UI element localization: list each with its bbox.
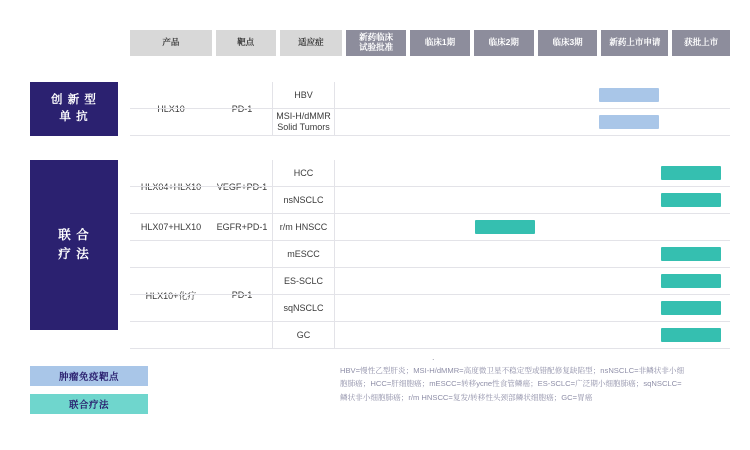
footnote-line-1: HBV=慢性乙型肝炎；MSI-H/dMMR=高度微卫星不稳定型或错配修复缺陷型；nsNSCLC=非鳞状非小细	[340, 366, 685, 375]
chart-legend	[30, 366, 148, 422]
stage-header-product: 产品	[130, 30, 212, 56]
bars-layer	[335, 214, 730, 240]
stage-header-ind-approval: 新药临床 试验批准	[346, 30, 406, 56]
cell-target-spacer	[212, 109, 272, 135]
legend-item-immuno: 肿瘤免疫靶点	[30, 366, 148, 386]
row-label-essclc	[130, 268, 335, 294]
table-row	[130, 214, 730, 241]
grid-combo	[130, 160, 730, 340]
stage-header-approved: 获批上市	[672, 30, 730, 56]
category-label-combo: 联 合 疗 法	[58, 228, 90, 261]
bars-layer	[335, 241, 730, 267]
row-label-sqnsclc	[130, 295, 335, 321]
footnote-block	[340, 364, 735, 404]
stage-header-bar	[130, 30, 730, 56]
bar-gc	[661, 328, 721, 342]
bars-layer	[335, 322, 730, 348]
cell-indication-gc: GC	[272, 322, 335, 348]
row-label-mescc	[130, 241, 335, 267]
grid-innovative	[130, 82, 730, 136]
stage-header-indication: 适应症	[280, 30, 343, 56]
category-block-combo	[30, 160, 118, 330]
bar-hcc	[661, 166, 721, 180]
bar-mescc	[661, 247, 721, 261]
cell-target-spacer	[212, 295, 272, 321]
table-row	[130, 160, 730, 187]
cell-indication-hbv: HBV	[272, 82, 335, 108]
bars-layer	[335, 109, 730, 135]
cell-product-hlx07: HLX07+HLX10	[140, 221, 202, 232]
row-label-gc	[130, 322, 335, 348]
table-row	[130, 187, 730, 214]
table-row	[130, 268, 730, 295]
table-row	[130, 241, 730, 268]
stage-header-phase2: 临床2期	[474, 30, 534, 56]
bars-layer	[335, 268, 730, 294]
bar-hbv	[599, 88, 659, 102]
cell-indication-hnscc: r/m HNSCC	[272, 214, 335, 240]
cell-target-egfr-pd1: EGFR+PD-1	[216, 221, 268, 232]
cell-target-spacer	[212, 160, 272, 186]
cell-target-spacer	[212, 82, 272, 108]
bars-layer	[335, 160, 730, 186]
cell-target-spacer	[212, 268, 272, 294]
row-label-hbv	[130, 82, 335, 108]
cell-product-spacer	[130, 82, 212, 108]
stage-header-target: 靶点	[216, 30, 276, 56]
cell-target-spacer	[212, 187, 272, 213]
cell-target-pd1: PD-1	[231, 104, 253, 114]
bar-essclc	[661, 274, 721, 288]
table-row	[130, 295, 730, 322]
cell-indication-hcc: HCC	[272, 160, 335, 186]
dot-marker: .	[432, 352, 435, 362]
cell-indication-essclc: ES-SCLC	[272, 268, 335, 294]
cell-product-spacer	[130, 160, 212, 186]
cell-product-hlx04: HLX04+HLX10	[140, 182, 202, 192]
cell-indication-mescc: mESCC	[272, 241, 335, 267]
cell-product-hlx10-chemo: HLX10+化疗	[145, 290, 197, 301]
stage-header-phase3: 临床3期	[538, 30, 598, 56]
cell-indication-msi: MSI-H/dMMR Solid Tumors	[272, 109, 335, 135]
bars-layer	[335, 295, 730, 321]
cell-target-spacer	[212, 322, 272, 348]
cell-indication-nsnsclc: nsNSCLC	[272, 187, 335, 213]
footnote-line-3: 鳞状非小细胞肺癌；r/m HNSCC=复发/转移性头颈部鳞状细胞癌；GC=胃癌	[340, 392, 593, 402]
bars-layer	[335, 82, 730, 108]
cell-product-spacer	[130, 241, 212, 267]
category-block-innovative	[30, 82, 118, 136]
cell-target-spacer	[212, 241, 272, 267]
cell-target-vegf-pd1: VEGF+PD-1	[216, 182, 268, 192]
legend-item-combo: 联合疗法	[30, 394, 148, 414]
cell-product-spacer	[130, 295, 212, 321]
cell-product-spacer	[130, 109, 212, 135]
row-label-hnscc	[130, 214, 335, 240]
table-row	[130, 109, 730, 136]
category-label-innovative: 创 新 型 单 抗	[51, 93, 97, 123]
bars-layer	[335, 187, 730, 213]
footnote-line-2: 胞肺癌；HCC=肝细胞癌；mESCC=转移успе性食管鳞癌；ES-SCLC=广泛期小细胞肺癌；sqNSCLC=	[340, 379, 682, 389]
stage-header-nda: 新药上市申请	[601, 30, 668, 56]
row-label-nsnsclc	[130, 187, 335, 213]
stage-header-phase1: 临床1期	[410, 30, 470, 56]
bar-nsnsclc	[661, 193, 721, 207]
bar-sqnsclc	[661, 301, 721, 315]
cell-indication-sqnsclc: sqNSCLC	[272, 295, 335, 321]
cell-product-spacer	[130, 268, 212, 294]
bar-hnscc	[475, 220, 535, 234]
table-row	[130, 82, 730, 109]
bar-msi	[599, 115, 659, 129]
cell-product-hlx10: HLX10	[157, 104, 185, 114]
cell-product-spacer	[130, 322, 212, 348]
cell-target-pd1-combo: PD-1	[231, 290, 253, 300]
cell-product-spacer	[130, 187, 212, 213]
table-row	[130, 322, 730, 349]
row-label-hcc	[130, 160, 335, 186]
row-label-msi	[130, 109, 335, 135]
